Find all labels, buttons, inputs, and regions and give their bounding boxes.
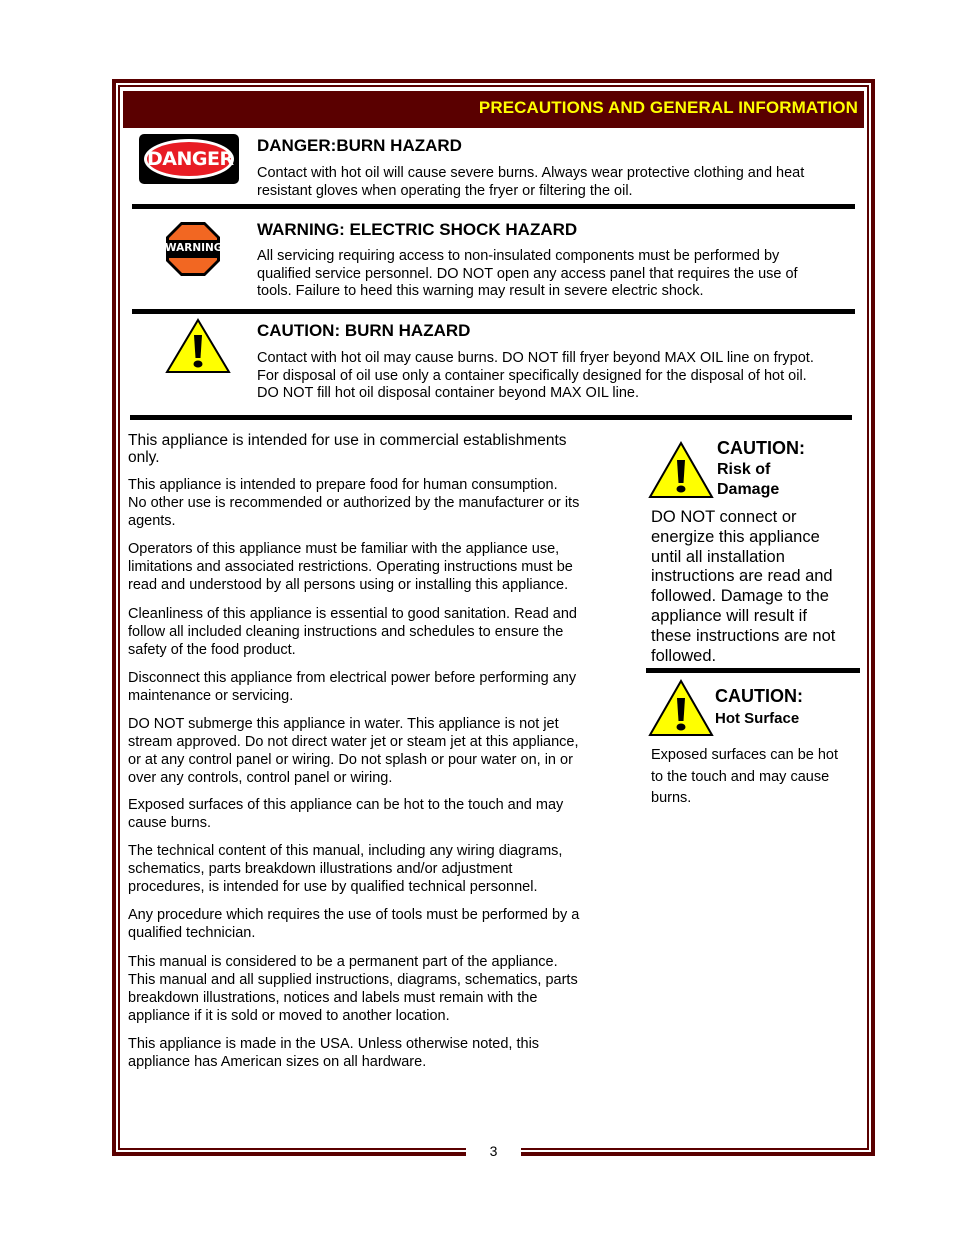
info-line: Cleanliness of this appliance is essential to good sanitation. Read and: [128, 606, 577, 622]
warning-hazard-title: WARNING: ELECTRIC SHOCK HAZARD: [257, 220, 578, 239]
danger-text-line: Contact with hot oil will cause severe burns. Always wear protective clothing and heat: [257, 165, 805, 181]
info-line: No other use is recommended or authorized by the manufacturer or its: [128, 495, 580, 511]
info-paragraph: [128, 669, 623, 705]
info-line: appliance if it is sold or moved to another location.: [128, 1008, 450, 1024]
caution-triangle-icon: [165, 318, 231, 374]
caution-text-line: Contact with hot oil may cause burns. DO NOT fill fryer beyond MAX OIL line on frypot.: [257, 350, 814, 366]
info-paragraph: [128, 715, 623, 787]
caution-hazard-text: [257, 350, 867, 403]
info-line: or at any control panel or wiring. Do not splash or pour water on, in or: [128, 752, 573, 768]
side-caution-subtitle: [717, 460, 779, 500]
caution-text-line: For disposal of oil use only a container specifically designed for the disposal of hot oil.: [257, 367, 807, 384]
warning-text-line: All servicing requiring access to non-insulated components must be performed by: [257, 248, 780, 264]
side-caution-text: [651, 745, 856, 810]
danger-sign-label: DANGER: [147, 142, 231, 176]
side-text-line: energize this appliance: [651, 527, 820, 546]
info-line: Any procedure which requires the use of tools must be performed by a: [128, 907, 580, 923]
info-paragraph: [128, 906, 623, 942]
warning-text-line: tools. Failure to heed this warning may result in severe electric shock.: [257, 283, 704, 299]
info-line: schematics, parts breakdown illustrations and/or adjustment: [128, 861, 513, 877]
info-line: DO NOT submerge this appliance in water. This appliance is not jet: [128, 716, 559, 732]
info-line: agents.: [128, 513, 176, 529]
warning-hazard-text: [257, 248, 857, 301]
info-line: qualified technician.: [128, 925, 256, 941]
side-caution-heading: CAUTION:: [717, 438, 805, 458]
info-paragraph: [128, 796, 623, 832]
danger-hazard-title: DANGER:BURN HAZARD: [257, 136, 462, 155]
divider-rule: [646, 668, 860, 673]
page-number: 3: [466, 1143, 521, 1159]
subtitle-line: Risk of: [717, 461, 771, 478]
side-caution-subtitle: Hot Surface: [715, 710, 800, 727]
section-header-bar: [123, 91, 864, 128]
caution-triangle-icon: [648, 441, 714, 499]
info-line: cause burns.: [128, 815, 212, 831]
warning-text-line: qualified service personnel. DO NOT open any access panel that requires the use of: [257, 265, 798, 282]
info-paragraph: [128, 1035, 623, 1071]
side-caution-heading: CAUTION:: [715, 686, 803, 706]
danger-hazard-text: [257, 165, 857, 200]
info-line: stream approved. Do not direct water jet or steam jet at this appliance,: [128, 734, 579, 750]
side-text-line: until all installation: [651, 547, 785, 566]
side-text-line: appliance will result if: [651, 606, 807, 625]
side-text-line: followed. Damage to the: [651, 587, 829, 606]
info-line: limitations and associated restrictions. Operating instructions must be: [128, 559, 573, 575]
info-line: maintenance or servicing.: [128, 688, 294, 704]
info-line: The technical content of this manual, including any wiring diagrams,: [128, 843, 563, 859]
info-line: follow all included cleaning instructions and schedules to ensure the: [128, 624, 564, 640]
side-text-line: DO NOT connect or: [651, 508, 797, 526]
info-paragraph: [128, 842, 623, 896]
info-line: This appliance is made in the USA. Unless otherwise noted, this: [128, 1036, 540, 1052]
info-paragraph: [128, 476, 623, 530]
warning-sign-label: WARNING: [165, 242, 223, 254]
info-paragraph: [128, 540, 623, 594]
info-line: Disconnect this appliance from electrical power before performing any: [128, 670, 577, 686]
info-paragraph: [128, 953, 623, 1025]
info-line: only.: [128, 449, 160, 466]
info-line: safety of the food product.: [128, 642, 296, 658]
divider-rule: [132, 204, 855, 209]
side-text-line: to the touch and may cause: [651, 768, 830, 785]
info-line: breakdown illustrations, notices and labels must remain with the: [128, 990, 538, 1006]
info-line: This manual and all supplied instructions, diagrams, schematics, parts: [128, 972, 578, 988]
side-text-line: followed.: [651, 646, 717, 665]
subtitle-line: Damage: [717, 481, 780, 498]
info-line: This manual is considered to be a permanent part of the appliance.: [128, 954, 558, 970]
section-title: PRECAUTIONS AND GENERAL INFORMATION: [478, 98, 858, 117]
caution-text-line: DO NOT fill hot oil disposal container beyond MAX OIL line.: [257, 385, 640, 401]
info-line: This appliance is intended for use in commercial establishments: [128, 432, 567, 449]
side-text-line: burns.: [651, 790, 692, 806]
warning-sign-icon: [165, 221, 221, 277]
side-text-line: these instructions are not: [651, 626, 836, 645]
info-line: procedures, is intended for use by qualified technical personnel.: [128, 879, 538, 895]
side-text-line: instructions are read and: [651, 567, 833, 586]
info-line: Operators of this appliance must be familiar with the appliance use,: [128, 541, 560, 557]
danger-text-line: resistant gloves when operating the fryer or filtering the oil.: [257, 182, 633, 199]
divider-rule: [132, 309, 855, 314]
divider-rule: [130, 415, 852, 420]
info-line: read and understood by all persons using or installing this appliance.: [128, 577, 569, 593]
info-line: This appliance is intended to prepare food for human consumption.: [128, 477, 558, 493]
caution-triangle-icon: [648, 679, 714, 737]
info-line: over any controls, control panel or wiring.: [128, 770, 393, 786]
danger-sign-icon: [139, 134, 239, 184]
info-line: appliance has American sizes on all hardware.: [128, 1054, 427, 1070]
info-line: Exposed surfaces of this appliance can be hot to the touch and may: [128, 797, 564, 813]
info-paragraph: [128, 432, 623, 466]
info-paragraph: [128, 605, 623, 659]
side-caution-text: [651, 508, 856, 666]
side-text-line: Exposed surfaces can be hot: [651, 747, 839, 763]
caution-hazard-title: CAUTION: BURN HAZARD: [257, 321, 471, 340]
